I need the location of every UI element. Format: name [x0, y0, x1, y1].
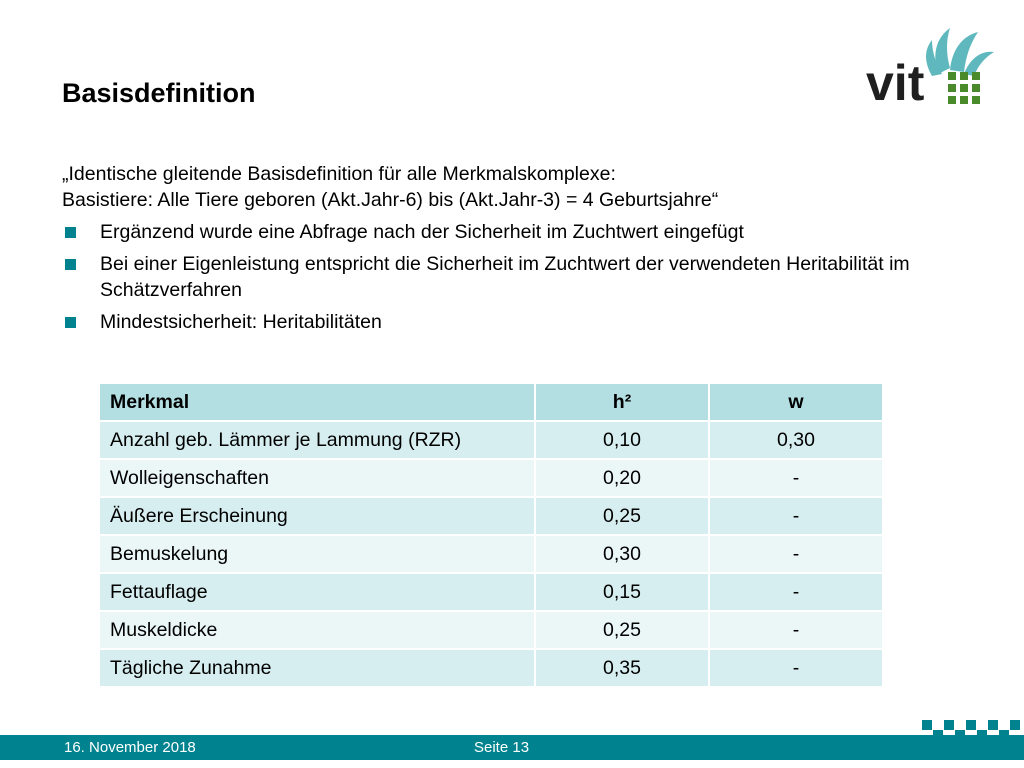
bullet-square-icon: [65, 227, 76, 238]
cell-w: -: [710, 650, 882, 688]
cell-merkmal: Anzahl geb. Lämmer je Lammung (RZR): [100, 422, 536, 460]
bullet-text: Mindestsicherheit: Heritabilitäten: [100, 311, 382, 333]
table-row: [100, 422, 882, 460]
bullet-text: Ergänzend wurde eine Abfrage nach der Sicherheit im Zuchtwert eingefügt: [100, 221, 744, 243]
table-header-row: [100, 384, 882, 422]
intro-line-1: „Identische gleitende Basisdefinition für alle Merkmalskomplexe:: [62, 163, 616, 185]
cell-h2: 0,35: [536, 650, 710, 688]
table-row: [100, 574, 882, 612]
logo-text: vit: [866, 55, 925, 106]
cell-w: -: [710, 536, 882, 574]
column-header-merkmal: Merkmal: [100, 384, 536, 422]
intro-line-2: Basistiere: Alle Tiere geboren (Akt.Jahr-6) bis (Akt.Jahr-3) = 4 Geburtsjahre“: [62, 189, 719, 211]
vit-logo: [866, 14, 996, 106]
table-row: [100, 460, 882, 498]
cell-merkmal: Tägliche Zunahme: [100, 650, 536, 688]
cell-w: -: [710, 612, 882, 650]
cell-h2: 0,25: [536, 612, 710, 650]
column-header-w: w: [710, 384, 882, 422]
cell-w: 0,30: [710, 422, 882, 460]
cell-merkmal: Wolleigenschaften: [100, 460, 536, 498]
slide-title: Basisdefinition: [62, 78, 256, 108]
footer-date: 16. November 2018: [64, 739, 196, 756]
cell-h2: 0,15: [536, 574, 710, 612]
bullet-text: Bei einer Eigenleistung entspricht die Sicherheit im Zuchtwert der verwendeten Heritabilität im Schätzverfahren: [100, 253, 910, 301]
cell-w: -: [710, 574, 882, 612]
cell-merkmal: Äußere Erscheinung: [100, 498, 536, 536]
cell-w: -: [710, 498, 882, 536]
cell-h2: 0,30: [536, 536, 710, 574]
cell-w: -: [710, 460, 882, 498]
bullet-item: [62, 251, 942, 303]
column-header-h2: h²: [536, 384, 710, 422]
bullet-item: [62, 219, 942, 245]
table-row: [100, 650, 882, 688]
bullet-list: [62, 219, 942, 335]
table-row: [100, 498, 882, 536]
cell-h2: 0,10: [536, 422, 710, 460]
table-row: [100, 536, 882, 574]
cell-merkmal: Muskeldicke: [100, 612, 536, 650]
footer-page-number: Seite 13: [474, 739, 530, 756]
cell-merkmal: Bemuskelung: [100, 536, 536, 574]
table-row: [100, 612, 882, 650]
bullet-square-icon: [65, 259, 76, 270]
cell-merkmal: Fettauflage: [100, 574, 536, 612]
bullet-square-icon: [65, 317, 76, 328]
cell-h2: 0,20: [536, 460, 710, 498]
heritability-table: [100, 384, 882, 688]
bullet-item: [62, 309, 942, 335]
slide-body: [62, 161, 942, 341]
cell-h2: 0,25: [536, 498, 710, 536]
